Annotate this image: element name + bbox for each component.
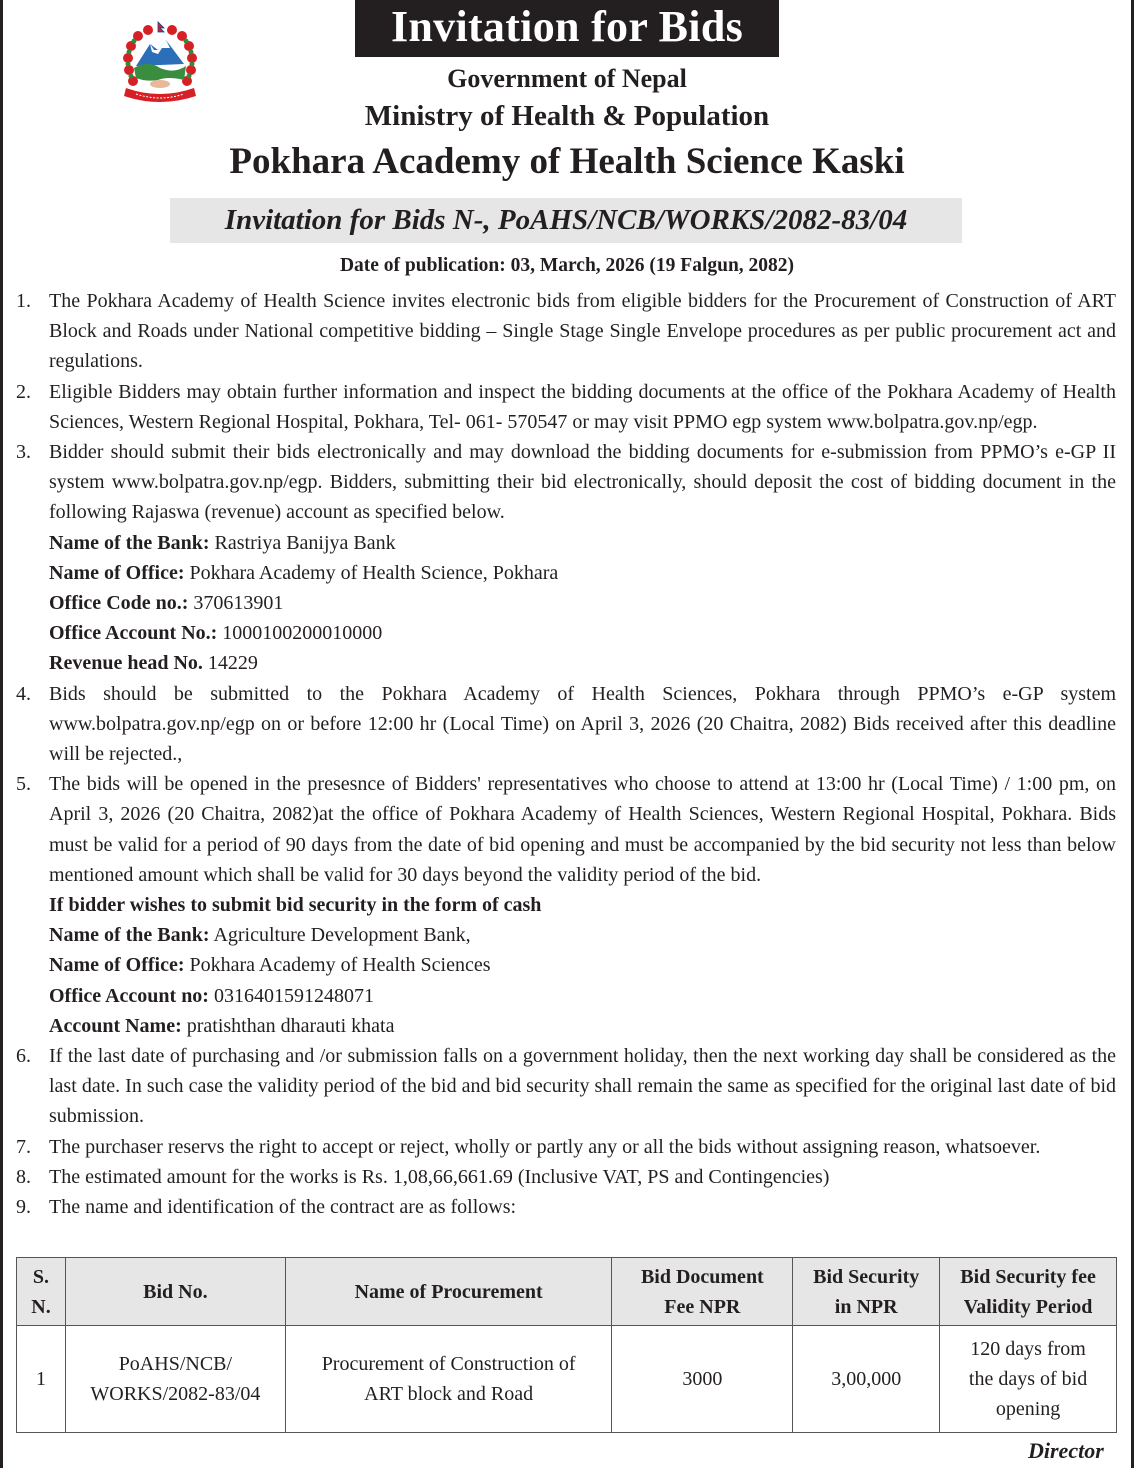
- field-label: Name of the Bank:: [49, 531, 210, 554]
- cell-document-fee: 3000: [612, 1326, 793, 1433]
- cash-bank-name: [16, 920, 1116, 950]
- item-text: If the last date of purchasing and /or submission falls on a government holiday, then the next working day shall be considered as the last date. In such case the validity period of the bid and bid security shall remain the same as specified for the original last date of bid submission.: [49, 1045, 1116, 1128]
- revenue-office-code: [16, 588, 1116, 618]
- field-value: 14229: [202, 652, 258, 675]
- col-header-bid-security: Bid Security in NPR: [793, 1258, 940, 1326]
- signature-director: Director: [1028, 1438, 1104, 1463]
- cash-security-heading: If bidder wishes to submit bid security in the form of cash: [49, 894, 542, 917]
- item-text: Eligible Bidders may obtain further information and inspect the bidding documents at the office of the Pokhara Academy of Health Sciences, Western Regional Hospital, Pokhara, Tel- 061- 570547 or may visit PPMO egp system www.bolpatra.gov.np/egp.: [49, 380, 1116, 433]
- item-number: 2.: [16, 380, 31, 403]
- item-number: 7.: [16, 1135, 31, 1158]
- revenue-bank-name: [16, 528, 1116, 558]
- item-text: The estimated amount for the works is Rs. 1,08,66,661.69 (Inclusive VAT, PS and Contingencies): [49, 1165, 830, 1188]
- item-text: Bidder should submit their bids electronically and may download the bidding documents for e-submission from PPMO’s e-GP II system www.bolpatra.gov.np/egp. Bidders, submitting their bid electronically, should deposit the cost of bidding document in the following Rajaswa (revenue) account as specified below.: [49, 441, 1116, 524]
- field-label: Name of the Bank:: [49, 924, 210, 947]
- item-text: The Pokhara Academy of Health Science invites electronic bids from eligible bidders for the Procurement of Construction of ART Block and Roads under National competitive bidding – Single Stage Single Envelope procedures as per public procurement act and regulations.: [49, 290, 1116, 373]
- item-number: 4.: [16, 682, 31, 705]
- field-value: 370613901: [188, 592, 284, 615]
- notice-item-4: [16, 679, 1116, 770]
- organization-name: Pokhara Academy of Health Science Kaski: [229, 141, 905, 182]
- field-label: Office Account no:: [49, 984, 209, 1007]
- field-value: 0316401591248071: [208, 984, 374, 1007]
- page-border-right: [1131, 0, 1134, 1468]
- notice-item-6: [16, 1041, 1116, 1132]
- notice-item-3: [16, 437, 1116, 528]
- table-row: [17, 1326, 1117, 1433]
- nepal-government-emblem-icon: [118, 18, 202, 108]
- notice-item-2: [16, 377, 1116, 437]
- item-text: The bids will be opened in the presesnce of Bidders' representatives who choose to attend at 13:00 hr (Local Time) / 1:00 pm, on April 3, 2026 (20 Chaitra, 2082)at the office of Pokhara Academy of Health Sciences, Western Regional Hospital, Pokhara. Bids must be valid for a period of 90 days from the date of bid opening and must be accompanied by the bid security not less than below mentioned amount which shall be valid for 30 days beyond the validity period of the bid.: [49, 773, 1116, 886]
- col-header-validity-period: Bid Security fee Validity Period: [940, 1258, 1117, 1326]
- publication-date: Date of publication: 03, March, 2026 (19 Falgun, 2082): [339, 255, 795, 276]
- item-text: The name and identification of the contract are as follows:: [49, 1196, 517, 1219]
- cell-procurement-name: Procurement of Construction of ART block and Road: [285, 1326, 612, 1433]
- cell-sn: 1: [17, 1326, 66, 1433]
- ministry-name: Ministry of Health & Population: [364, 100, 770, 132]
- revenue-head-number: [16, 648, 1116, 678]
- item-number: 1.: [16, 290, 31, 312]
- item-number: 9.: [16, 1196, 31, 1219]
- revenue-office-name: [16, 558, 1116, 588]
- item-number: 6.: [16, 1045, 31, 1068]
- field-label: Office Code no.:: [49, 592, 189, 615]
- cell-bid-security: 3,00,000: [793, 1326, 940, 1433]
- notice-item-8: [16, 1162, 1116, 1192]
- page-border-left: [0, 0, 3, 1468]
- cell-bid-no: PoAHS/NCB/ WORKS/2082-83/04: [65, 1326, 285, 1433]
- item-number: 3.: [16, 441, 31, 464]
- field-value: Pokhara Academy of Health Sciences: [184, 954, 491, 977]
- col-header-bid-no: Bid No.: [65, 1258, 285, 1326]
- field-value: Pokhara Academy of Health Science, Pokhara: [184, 561, 559, 584]
- notice-item-5: [16, 769, 1116, 890]
- item-number: 5.: [16, 773, 31, 796]
- field-value: pratishthan dharauti khata: [181, 1014, 395, 1037]
- field-value: Agriculture Development Bank,: [209, 924, 471, 947]
- table-header-row: [17, 1258, 1117, 1326]
- cash-account-name: [16, 1011, 1116, 1041]
- notice-body: [16, 286, 1116, 1222]
- notice-item-7: [16, 1132, 1116, 1162]
- field-label: Office Account No.:: [49, 622, 218, 645]
- field-label: Account Name:: [49, 1014, 182, 1037]
- notice-item-9: [16, 1192, 1116, 1222]
- col-header-sn: S. N.: [17, 1258, 66, 1326]
- item-text: Bids should be submitted to the Pokhara Academy of Health Sciences, Pokhara through PPMO’s e-GP system www.bolpatra.gov.np/egp on or before 12:00 hr (Local Time) on April 3, 2026 (20 Chaitra, 2082) Bids received after this deadline will be rejected.,: [49, 682, 1116, 766]
- revenue-account-number: [16, 618, 1116, 648]
- banner-title: Invitation for Bids: [355, 0, 779, 57]
- field-value: 1000100200010000: [217, 622, 383, 645]
- item-text: The purchaser reservs the right to accept or reject, wholly or partly any or all the bids without assigning reason, whatsoever.: [49, 1135, 1041, 1158]
- cash-account-number: [16, 981, 1116, 1011]
- col-header-document-fee: Bid Document Fee NPR: [612, 1258, 793, 1326]
- contract-table: [16, 1257, 1117, 1433]
- notice-item-1: [16, 286, 1116, 377]
- field-value: Rastriya Banijya Bank: [209, 531, 396, 554]
- cash-office-name: [16, 950, 1116, 980]
- field-label: Revenue head No.: [49, 652, 203, 675]
- item-number: 8.: [16, 1165, 31, 1188]
- cell-validity-period: 120 days from the days of bid opening: [940, 1326, 1117, 1433]
- ifb-number: Invitation for Bids N-, PoAHS/NCB/WORKS/2082-83/04: [170, 198, 962, 243]
- col-header-procurement-name: Name of Procurement: [285, 1258, 612, 1326]
- field-label: Name of Office:: [49, 954, 185, 977]
- field-label: Name of Office:: [49, 561, 185, 584]
- government-name: Government of Nepal: [447, 64, 687, 93]
